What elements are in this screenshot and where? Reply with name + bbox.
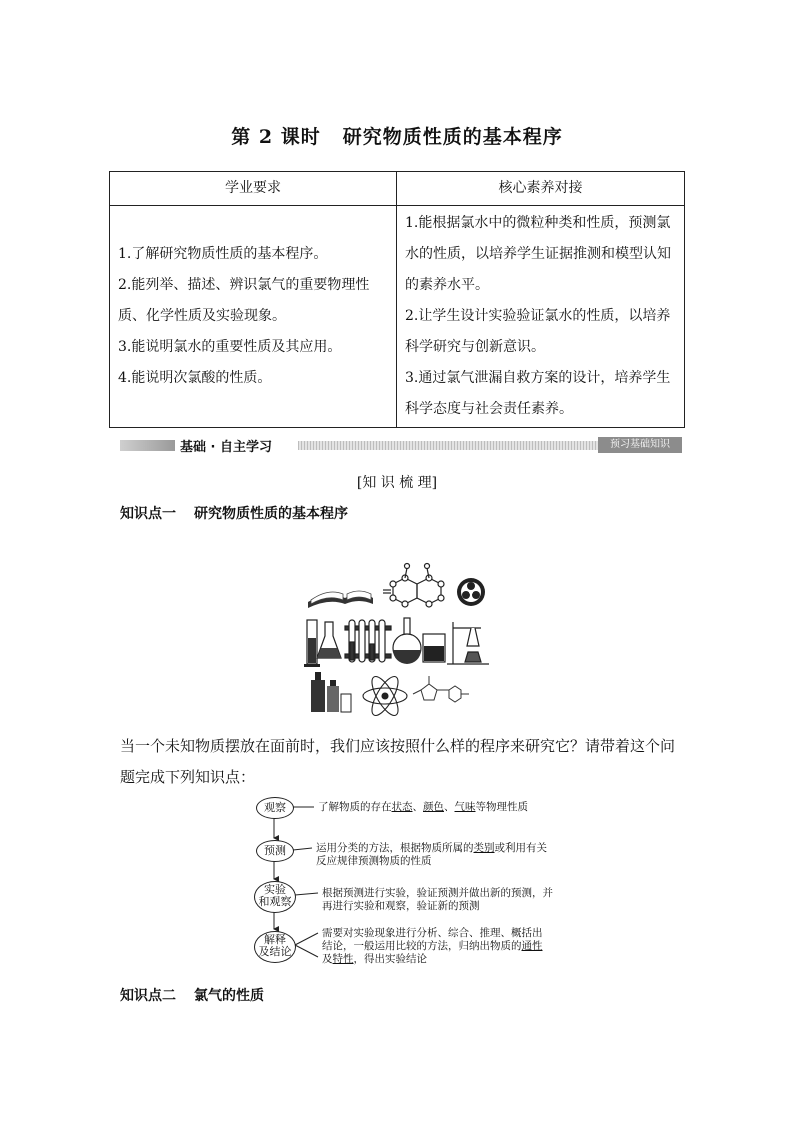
core-literacy [397, 206, 685, 428]
lesson-topic: 研究物质性质的基本程序 [342, 126, 563, 148]
list-item: 3.通过氯气泄漏自救方案的设计，培养学生科学态度与社会责任素养。 [405, 370, 671, 417]
knowledge-point-one [120, 503, 348, 523]
atom-icon [363, 673, 407, 719]
lesson-number: 第 2 课时 [231, 126, 321, 148]
list-item: 2.能列举、描述、辨识氯气的重要物理性质、化学性质及实验现象。 [118, 277, 370, 324]
banner-label: 基础 · 自主学习 [180, 440, 272, 455]
list-item: 1.能根据氯水中的微粒种类和性质，预测氯水的性质，以培养学生证据推测和模型认知的素养水平。 [405, 215, 671, 293]
academic-requirements [110, 206, 397, 428]
book-icon [308, 591, 373, 608]
knowledge-point-two [120, 985, 264, 1005]
node-observe: 观察 [256, 797, 294, 819]
flask-icon [317, 622, 341, 658]
flow-connector [293, 848, 312, 850]
list-item: 2.让学生设计实验验证氯水的性质，以培养科学研究与创新意识。 [405, 308, 671, 355]
biohazard-icon [457, 578, 485, 606]
beaker-icon [423, 634, 445, 662]
research-procedure-flowchart [250, 795, 560, 970]
table-header-row [110, 172, 685, 206]
bottles-icon [311, 672, 351, 712]
flow-connector [295, 893, 318, 895]
explain-description: 需要对实验现象进行分析、综合、推理、概括出结论，一般运用比较的方法，归纳出物质的通性及特性，得出实验结论 [322, 927, 543, 965]
structural-formula-icon [413, 676, 469, 702]
lab-stand-icon [447, 622, 489, 664]
cylinder-icon [304, 620, 320, 667]
list-item: 3.能说明氯水的重要性质及其应用。 [118, 339, 342, 355]
table-header: 核心素养对接 [397, 172, 685, 206]
node-experiment: 实验 和观察 [254, 881, 296, 913]
kp-label: 知识点一 [120, 506, 176, 522]
experiment-description: 根据预测进行实验，验证预测并做出新的预测，并再进行实验和观察，验证新的预测 [322, 887, 553, 912]
node-explain: 解释 及结论 [254, 931, 296, 963]
observe-description: 了解物质的存在状态、颜色、气味等物理性质 [318, 801, 528, 813]
requirements-table [109, 171, 685, 428]
kp-title: 氯气的性质 [194, 988, 264, 1004]
intro-paragraph: 当一个未知物质摆放在面前时，我们应该按照什么样的程序来研究它？请带着这个问题完成下列知识点： [120, 737, 676, 786]
table-row [110, 206, 685, 428]
flow-connector [295, 933, 318, 957]
list-item: 1.了解研究物质性质的基本程序。 [118, 246, 328, 262]
test-tube-rack-icon [345, 620, 391, 662]
round-flask-icon [393, 618, 421, 664]
kp-title: 研究物质性质的基本程序 [194, 506, 348, 522]
section-banner [120, 437, 682, 453]
kp-label: 知识点二 [120, 988, 176, 1004]
node-predict: 预测 [256, 840, 294, 862]
table-header: 学业要求 [110, 172, 397, 206]
chemistry-illustration [303, 562, 493, 720]
section-subtitle: [知 识 梳 理] [356, 475, 438, 491]
banner-tag: 预习基础知识 [598, 437, 682, 453]
molecule-icon [383, 564, 444, 608]
banner-decoration [120, 440, 175, 451]
list-item: 4.能说明次氯酸的性质。 [118, 370, 272, 386]
predict-description: 运用分类的方法，根据物质所属的类别或利用有关反应规律预测物质的性质 [316, 842, 547, 867]
page-title [0, 122, 794, 149]
